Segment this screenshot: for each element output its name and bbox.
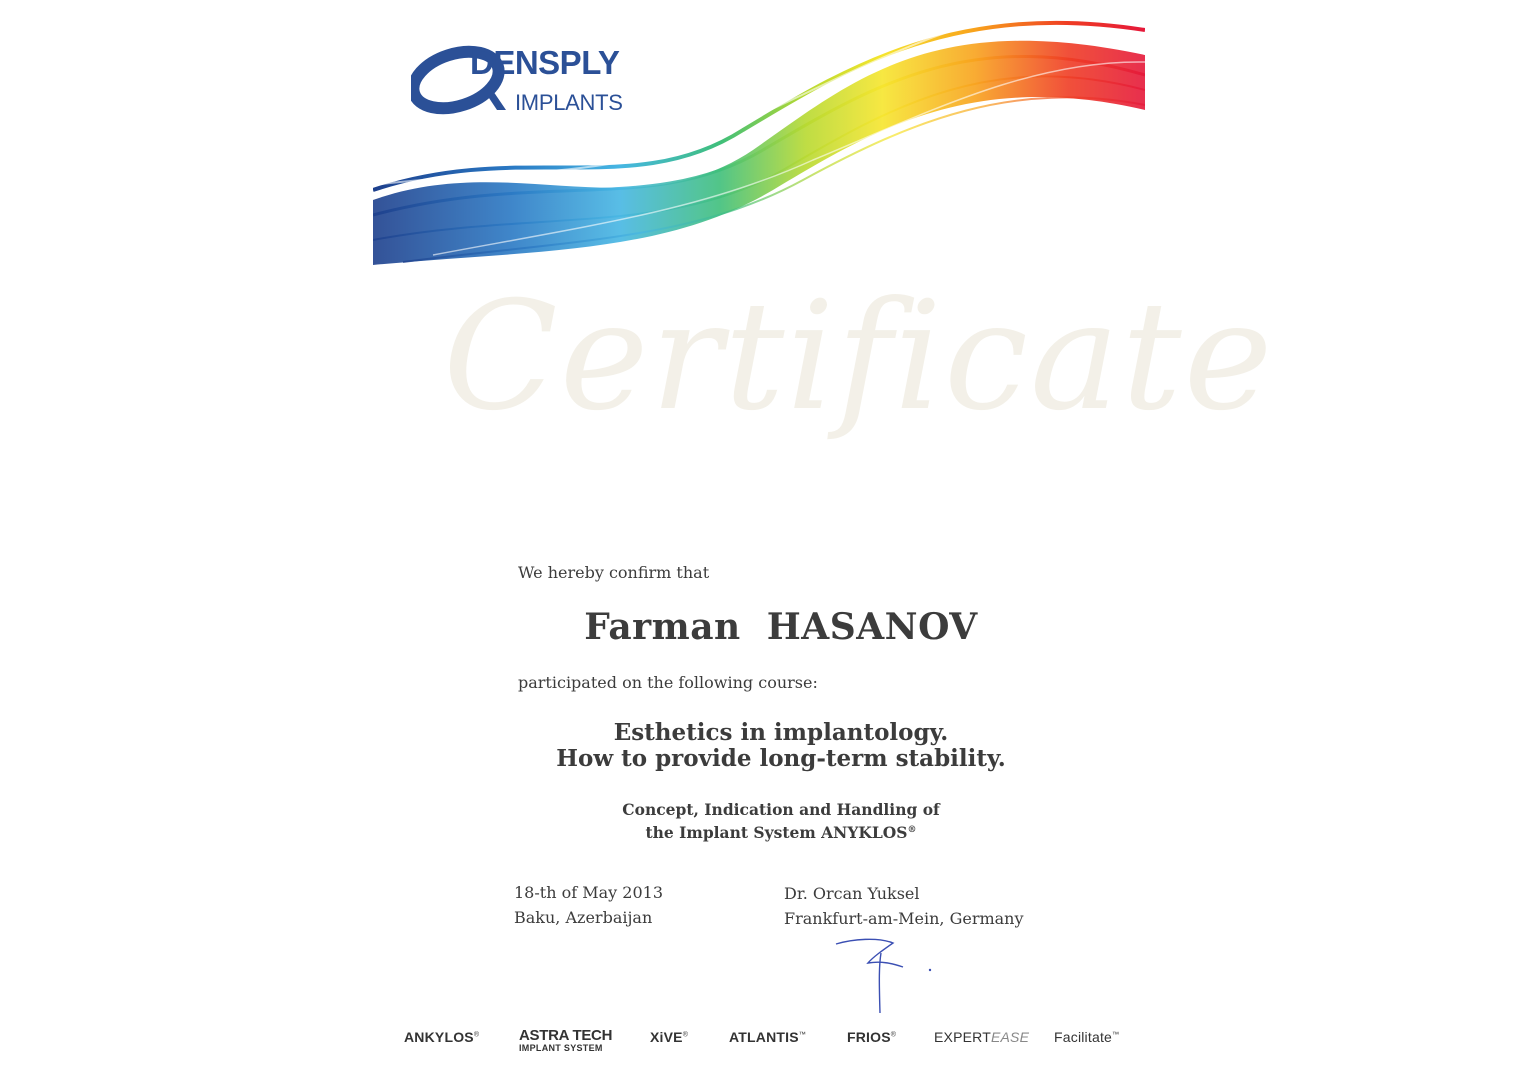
logo-subtitle: IMPLANTS	[515, 90, 623, 115]
course-title-line1: Esthetics in implantology.	[613, 719, 949, 746]
lecturer-name: Dr. Orcan Yuksel	[784, 884, 920, 903]
brand-xive: XiVE®	[650, 1029, 689, 1045]
brand-expertease: EXPERTEASE	[934, 1029, 1030, 1045]
lecturer-city: Frankfurt-am-Mein, Germany	[784, 909, 1024, 928]
brand-facilitate: Facilitate™	[1054, 1029, 1120, 1045]
brand-frios: FRIOS®	[847, 1029, 897, 1045]
certificate-watermark: Certificate	[443, 270, 1275, 444]
lecturer-signature	[833, 935, 943, 1020]
course-place: Baku, Azerbaijan	[514, 908, 653, 927]
concept-line1: Concept, Indication and Handling of	[622, 800, 940, 819]
brand-astra-tech: ASTRA TECH IMPLANT SYSTEM	[519, 1027, 613, 1053]
course-date: 18-th of May 2013	[514, 883, 663, 902]
brand-ankylos: ANKYLOS®	[404, 1029, 480, 1045]
course-title-line2: How to provide long-term stability.	[556, 745, 1006, 772]
brand-logos-row	[373, 1025, 1145, 1065]
participated-text: participated on the following course:	[518, 673, 818, 692]
logo-wordmark: DENSPLY	[470, 44, 620, 81]
brand-atlantis: ATLANTIS™	[729, 1029, 806, 1045]
certificate-sheet	[373, 0, 1275, 1080]
confirm-text: We hereby confirm that	[518, 563, 710, 582]
course-concept	[373, 800, 1189, 843]
course-title	[373, 720, 1189, 772]
lecturer-info	[784, 881, 1024, 931]
recipient-name: Farman HASANOV	[584, 606, 978, 648]
concept-line2: the Implant System ANYKLOS®	[645, 823, 917, 843]
course-date-place	[514, 880, 663, 930]
